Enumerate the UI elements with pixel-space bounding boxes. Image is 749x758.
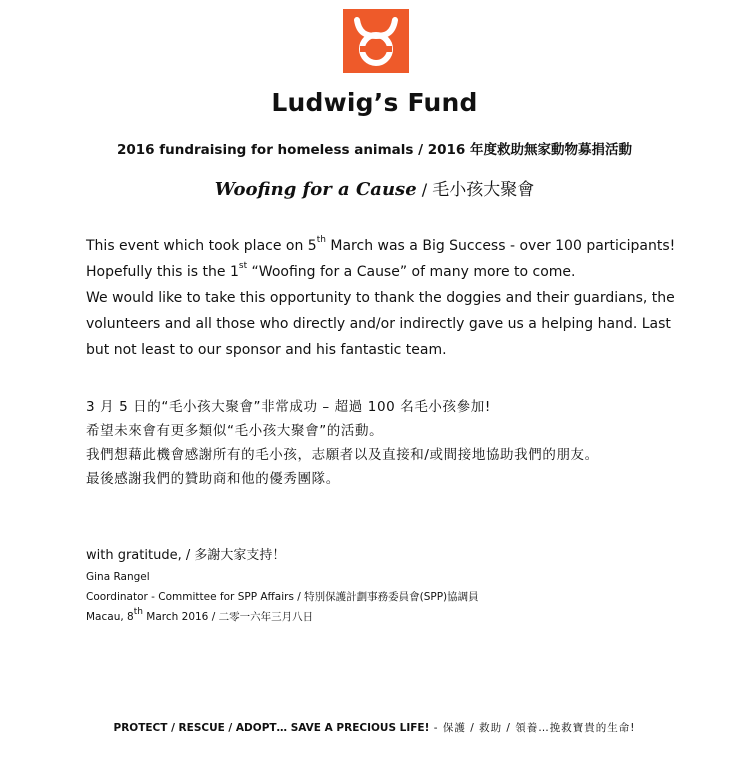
event-name: [0, 175, 749, 200]
taurus-symbol-icon: [343, 9, 409, 73]
thanks-line: with gratitude, / 多謝大家支持！: [86, 548, 286, 563]
chinese-line-4: 最後感謝我們的贊助商和他的優秀團隊。: [86, 471, 340, 487]
footer-slogan: [0, 720, 749, 735]
place-date-part-b: March 2016 / 二零一六年三月八日: [142, 611, 314, 623]
event-name-english: Woofing for a Cause: [214, 179, 417, 200]
ordinal-suffix: th: [133, 606, 143, 617]
chinese-line-2: 希望未來會有更多類似“毛小孩大聚會”的活動。: [86, 423, 384, 439]
fund-logo: [343, 9, 409, 73]
english-line-2-part-b: “Woofing for a Cause” of many more to come.: [247, 264, 576, 280]
signer-name: Gina Rangel: [86, 571, 150, 583]
english-line-5: but not least to our sponsor and his fantastic team.: [86, 342, 447, 358]
signer-role: Coordinator - Committee for SPP Affairs / 特別保護計劃事務委員會(SPP)協調員: [86, 591, 479, 603]
english-line-1-part-b: March was a Big Success - over 100 participants!: [325, 238, 676, 254]
ordinal-suffix: st: [238, 261, 248, 272]
chinese-line-3: 我們想藉此機會感謝所有的毛小孩，志願者以及直接和/或間接地協助我們的朋友。: [86, 447, 599, 463]
english-line-2: [86, 259, 726, 285]
english-line-2-part-a: Hopefully this is the 1: [86, 264, 239, 280]
event-name-separator: /: [416, 180, 433, 199]
page-subtitle: 2016 fundraising for homeless animals / 2016 年度救助無家動物募捐活動: [116, 142, 633, 158]
english-line-4: volunteers and all those who directly and/or indirectly gave us a helping hand. Last: [86, 316, 671, 332]
place-and-date: [86, 607, 479, 627]
ordinal-suffix: th: [316, 235, 326, 246]
chinese-line-1: 3 月 5 日的“毛小孩大聚會”非常成功 – 超過 100 名毛小孩參加!: [86, 399, 491, 415]
english-line-1-part-a: This event which took place on 5: [86, 238, 317, 254]
chinese-message: [86, 395, 726, 491]
slogan-chinese: - 保護 / 救助 / 領養…挽救寶貴的生命!: [429, 722, 636, 734]
event-name-chinese: 毛小孩大聚會: [432, 180, 535, 200]
english-line-1: [86, 233, 726, 259]
page-title: Ludwig’s Fund: [271, 88, 478, 117]
english-line-3: We would like to take this opportunity to thank the doggies and their guardians, the: [86, 290, 675, 306]
english-message: [86, 233, 726, 363]
signature-block: [86, 545, 479, 627]
slogan-english: PROTECT / RESCUE / ADOPT… SAVE A PRECIOUS LIFE!: [113, 722, 430, 734]
place-date-part-a: Macau, 8: [86, 611, 134, 623]
